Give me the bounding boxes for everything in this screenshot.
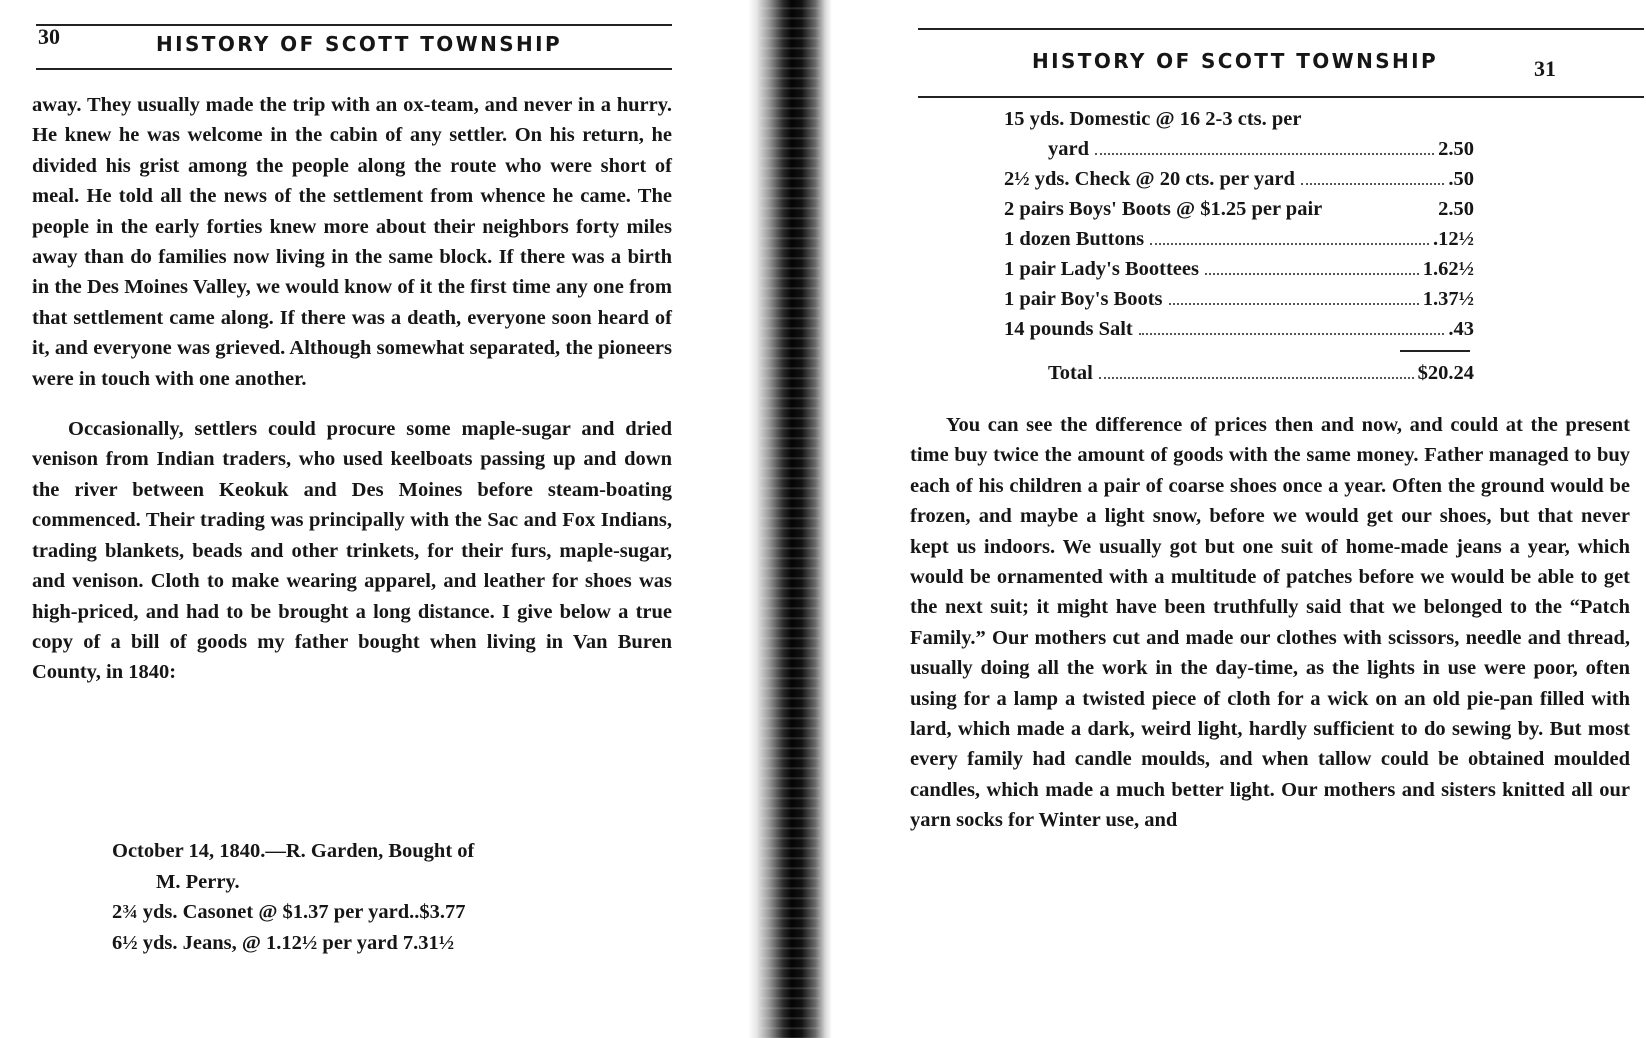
account-total-row [1004,358,1474,388]
account-row [1004,134,1474,164]
leader-dots [1205,273,1419,275]
leader-dots [1301,183,1444,185]
account-row [1004,164,1474,194]
bill-line: October 14, 1840.—R. Garden, Bought of [112,840,475,862]
bill-line: M. Perry. [156,870,240,893]
account-row [1004,284,1474,314]
account-amount: .12½ [1433,228,1474,250]
right-page [830,0,1646,1038]
account-item: 1 pair Boy's Boots [1004,288,1163,310]
leader-dots [1139,333,1445,335]
account-amount: 1.37½ [1422,288,1474,310]
account-item: yard [1048,138,1089,160]
account-row [1004,104,1474,134]
account-row [1004,194,1474,224]
header-top-rule [36,24,672,26]
sum-rule [1004,344,1474,358]
paragraph: Occasionally, settlers could procure some maple-sugar and dried venison from Indian traders, who used keelboats passing up and down the river between Keokuk and Des Moines before steam-boating commenced. Their trading was principally with the Sac and Fox Indians, trading blankets, beads and other trinkets, for their furs, maple-sugar, and venison. Cloth to make wearing apparel, and leather for shoes was high-priced, and had to be brought a long distance. I give below a true copy of a bill of goods my father bought when living in Van Buren County, in 1840: [32,418,672,684]
page-number: 31 [1534,56,1556,81]
body-text [910,410,1630,836]
leader-dots [1099,377,1414,379]
left-page [0,0,760,1038]
account-row [1004,254,1474,284]
running-head: HISTORY OF SCOTT TOWNSHIP [156,32,563,56]
account-amount: .43 [1448,318,1474,340]
account-row [1004,314,1474,344]
account-list [1004,104,1474,388]
bill-line: 6½ yds. Jeans, @ 1.12½ per yard 7.31½ [112,931,455,954]
total-label: Total [1048,362,1093,384]
leader-dots [1095,153,1434,155]
gutter-texture [760,0,820,1038]
account-item: 1 pair Lady's Boottees [1004,258,1199,280]
account-amount: .50 [1448,168,1474,190]
account-amount: 1.62½ [1422,258,1474,280]
header-bottom-rule [36,68,672,70]
paragraph: away. They usually made the trip with an ox-team, and never in a hurry. He knew he was welcome in the cabin of any settler. On his return, he divided his grist among the people along the route who were short of meal. He told all the news of the settlement from whence he came. The people in the early forties knew more about their neighbors forty miles away than do families now living in the same block. If there was a birth in the Des Moines Valley, we would know of it the first time any one from that settlement came along. If there was a death, everyone soon heard of it, and everyone was grieved. Although somewhat separated, the pioneers were in touch with one another. [32,94,672,390]
bill-of-goods [112,836,474,958]
paragraph: You can see the difference of prices then and now, and could at the present time buy twice the amount of goods with the same money. Father managed to buy each of his children a pair of coarse shoes once a year. Often the ground would be frozen, and maybe a light snow, before we would get our shoes, but that never kept us indoors. We usually got but one suit of home-made jeans a year, which would be ornamented with a multitude of patches before we would be able to get the next suit; it might have been truthfully said that we belonged to the “Patch Family.” Our mothers cut and made our clothes with scissors, needle and thread, usually doing all the work in the day-time, as the lights in use were poor, often using for a lamp a twisted piece of cloth for a wick on an old pie-pan filled with lard, which made a dark, weird light, hardly sufficient to do sewing by. But most every family had candle moulds, and when tallow could be obtained moulded candles, which made a much better light. Our mothers and sisters knitted all our yarn socks for Winter use, and [910,414,1630,832]
account-item: 1 dozen Buttons [1004,228,1145,250]
account-item: 2½ yds. Check @ 20 cts. per yard [1004,168,1295,190]
leader-dots [1169,303,1419,305]
account-amount: 2.50 [1438,138,1474,160]
account-item: 2 pairs Boys' Boots @ $1.25 per pair [1004,198,1323,220]
body-text [32,90,672,688]
total-amount: $20.24 [1417,362,1474,384]
account-row [1004,224,1474,254]
running-head: HISTORY OF SCOTT TOWNSHIP [1032,49,1439,73]
header-bottom-rule [918,96,1644,98]
leader-dots [1150,243,1429,245]
account-item: 15 yds. Domestic @ 16 2-3 cts. per [1004,108,1302,130]
header-top-rule [918,28,1644,30]
account-item: 14 pounds Salt [1004,318,1133,340]
bill-line: 2¾ yds. Casonet @ $1.37 per yard..$3.77 [112,901,466,924]
page-number: 30 [38,24,60,49]
account-amount: 2.50 [1438,198,1474,220]
